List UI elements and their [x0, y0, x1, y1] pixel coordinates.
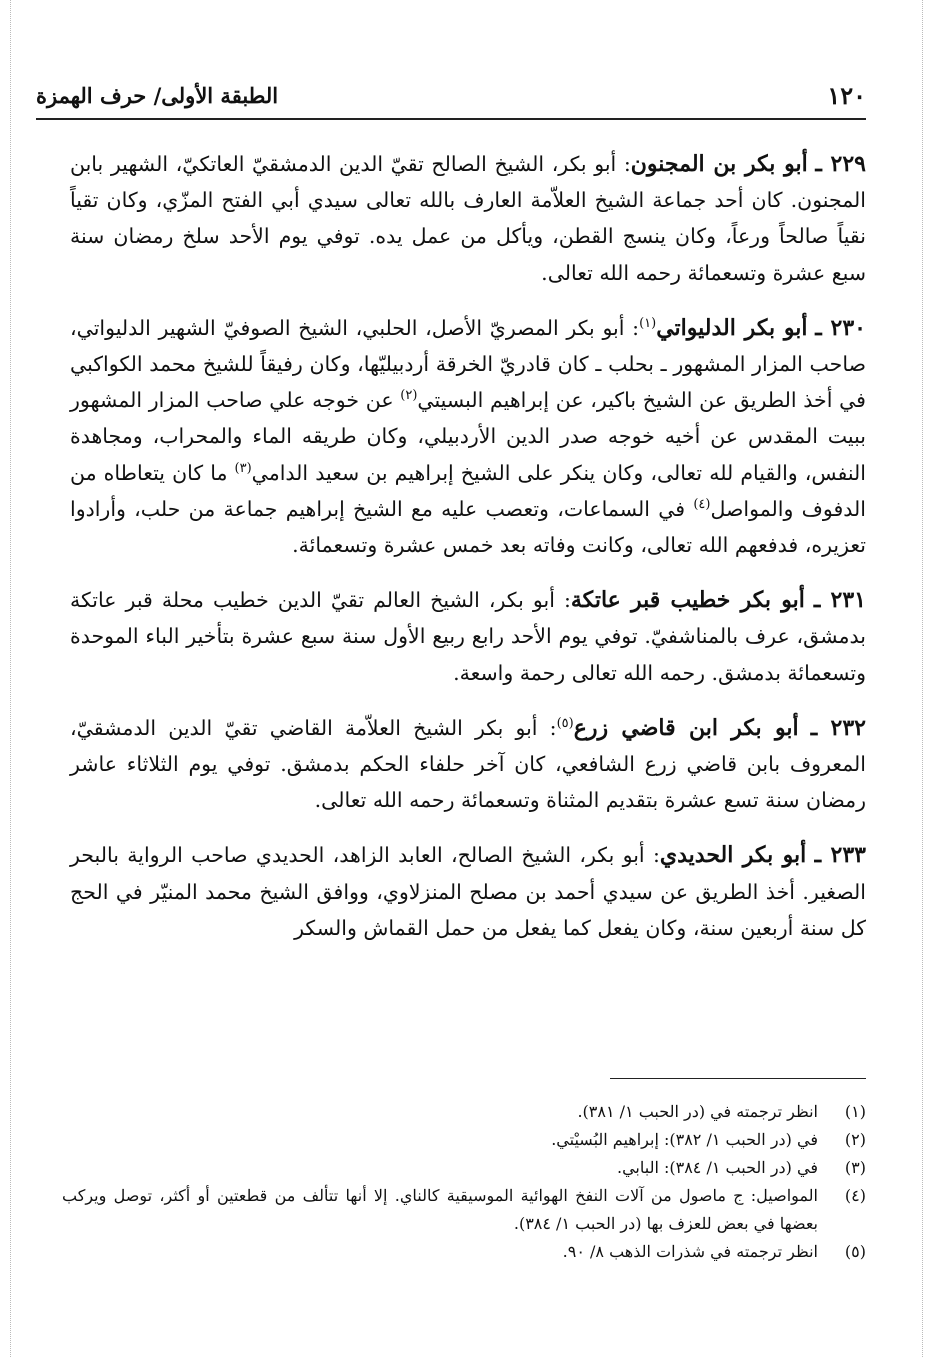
entry-number: ٢٣٠ ـ: [815, 314, 866, 341]
footnote-ref-5: (٥): [556, 716, 574, 732]
footnote-1: [62, 1098, 866, 1126]
entry-232: [70, 710, 866, 819]
scan-margin-dots-right: [922, 0, 923, 1357]
footnote-ref-2: (٢): [400, 388, 418, 404]
entry-233: [70, 837, 866, 946]
footnote-separator: [610, 1078, 866, 1079]
footnotes: [62, 1098, 866, 1266]
entry-name: أبو بكر الحديدي: [659, 842, 807, 869]
footnote-3: [62, 1154, 866, 1182]
footnote-text: في (در الحبب ١/ ٣٨٢): إبراهيم البُسيْتي.: [551, 1130, 818, 1149]
entry-separator: :: [644, 843, 660, 868]
footnote-ref-1: (١): [639, 315, 657, 331]
entry-text: أبو بكر، الشيخ العالم تقيّ الدين خطيب محلة قبر عاتكة بدمشق، عرف بالمناشفيّ. توفي يوم الأحد رابع ربيع الأول سنة سبع عشرة بتأخير الباء الموحدة وتسعمائة بدمشق. رحمه الله تعالى رحمة واسعة.: [70, 588, 866, 685]
entry-text: أبو بكر المصريّ الأصل، الحلبي، الشيخ الصوفيّ الشهير الدليواتي، صاحب المزار المشهور ـ بحلب ـ كان قادريّ الخرقة أردبيليّها، وكان رفيقاً للشيخ محمد الكواكبي في أخذ الطريق عن الشيخ باكير، عن إبراهيم البسيتي: [70, 315, 866, 413]
entry-number: ٢٣١ ـ: [813, 587, 866, 614]
entry-name: أبو بكر خطيب قبر عاتكة: [570, 587, 805, 614]
entry-name: أبو بكر بن المجنون: [630, 151, 808, 177]
entry-text: عن خوجه علي صاحب المزار المشهور ببيت المقدس عن أخيه خوجه صدر الدين الأردبيلي، وكان طريقه الماء والمحراب، ومجاهدة النفس، والقيام لله تعالى، وكان ينكر على الشيخ إبراهيم بن سعيد الدامي: [70, 388, 866, 485]
entry-text: ما كان يتعاطاه من الدفوف والمواصل: [70, 460, 866, 521]
footnote-text: انظر ترجمته في شذرات الذهب ٨/ ٩٠.: [562, 1242, 818, 1261]
running-header: [36, 72, 866, 120]
scan-margin-dots-left: [10, 0, 11, 1357]
entry-separator: :: [624, 315, 640, 340]
entry-separator: :: [616, 152, 631, 176]
entry-229: [70, 146, 866, 291]
footnote-number: (١): [844, 1102, 866, 1121]
footnote-ref-3: (٣): [234, 460, 252, 476]
entry-name: أبو بكر ابن قاضي زرع: [573, 714, 799, 741]
section-title: الطبقة الأولى/ حرف الهمزة: [36, 82, 279, 108]
page-number: ١٢٠: [827, 80, 866, 110]
footnote-number: (٥): [844, 1242, 866, 1261]
footnote-number: (٣): [844, 1158, 866, 1177]
footnote-4: [62, 1182, 866, 1238]
entry-separator: :: [537, 715, 557, 740]
footnote-number: (٢): [844, 1130, 866, 1149]
entry-231: [70, 582, 866, 691]
entry-number: ٢٣٣ ـ: [814, 842, 866, 869]
entry-name: أبو بكر الدليواتي: [656, 314, 808, 341]
footnote-text: المواصيل: ج ماصول من آلات النفخ الهوائية الموسيقية كالناي. إلا أنها تتألف من قطعتين أو أكثر، توصل ويركب بعضها في بعض للعزف بها (در الحبب ١/ ٣٨٤).: [62, 1186, 818, 1233]
entry-text: في السماعات، وتعصب عليه مع الشيخ إبراهيم جماعة من حلب، وأرادوا تعزيره، فدفعهم الله تعالى، وكانت وفاته بعد خمس عشرة وتسعمائة.: [70, 496, 866, 558]
entry-number: ٢٢٩ ـ: [815, 151, 866, 177]
footnote-ref-4: (٤): [693, 497, 711, 512]
entry-separator: :: [554, 588, 571, 613]
footnote-5: [62, 1238, 866, 1266]
entry-text: أبو بكر، الشيخ الصالح، العابد الزاهد، الحديدي صاحب الرواية بالبحر الصغير. أخذ الطريق عن سيدي أحمد بن مصلح المنزلاوي، ووافق الشيخ محمد المنيّر في الحج كل سنة أربعين سنة، وكان يفعل كما يفعل من حمل القماش والسكر: [70, 843, 866, 940]
footnote-2: [62, 1126, 866, 1154]
entry-number: ٢٣٢ ـ: [810, 714, 866, 741]
footnote-text: انظر ترجمته في (در الحبب ١/ ٣٨١).: [577, 1102, 818, 1121]
footnote-text: في (در الحبب ١/ ٣٨٤): البابي.: [616, 1158, 818, 1177]
entry-230: [70, 310, 866, 563]
footnote-number: (٤): [844, 1186, 866, 1205]
entry-text: أبو بكر الشيخ العلاّمة القاضي تقيّ الدين الدمشقيّ، المعروف بابن قاضي زرع الشافعي، كان آخر حلفاء الحكم بدمشق. توفي يوم الثلاثاء عاشر رمضان سنة تسع عشرة بتقديم المثناة وتسعمائة رحمه الله تعالى.: [70, 715, 866, 813]
main-text: [70, 146, 866, 965]
entry-text: أبو بكر، الشيخ الصالح تقيّ الدين الدمشقيّ العاتكيّ، الشهير بابن المجنون. كان أحد جماعة الشيخ العلاّمة العارف بالله تعالى سيدي أبي الفتح المزّي، وكان تقياً نقياً صالحاً ورعاً، وكان ينسج القطن، ويأكل من عمل يده. توفي يوم الأحد سلخ رمضان سنة سبع عشرة وتسعمائة رحمه الله تعالى.: [70, 152, 866, 285]
